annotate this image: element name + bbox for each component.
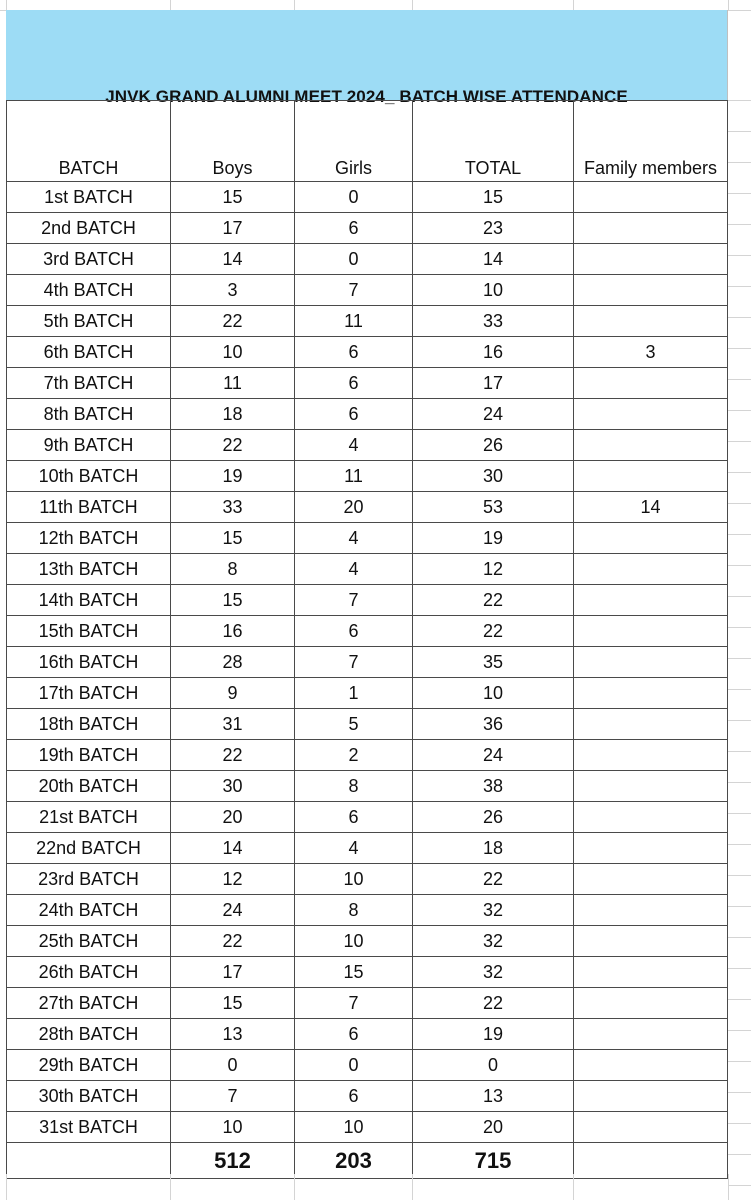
- gridline: [728, 286, 751, 287]
- batch-cell[interactable]: 18th BATCH: [7, 709, 171, 740]
- table-row: [7, 616, 728, 647]
- batch-cell[interactable]: 14th BATCH: [7, 585, 171, 616]
- header-boys[interactable]: Boys: [171, 101, 295, 182]
- gridline: [728, 658, 751, 659]
- family-members-cell[interactable]: [574, 957, 728, 988]
- family-members-cell[interactable]: [574, 461, 728, 492]
- batch-cell[interactable]: 31st BATCH: [7, 1112, 171, 1143]
- title-banner[interactable]: [6, 10, 728, 106]
- gridline: [728, 813, 751, 814]
- header-row: [7, 101, 728, 182]
- family-members-cell[interactable]: [574, 647, 728, 678]
- gridline: [728, 689, 751, 690]
- gridline: [728, 162, 751, 163]
- batch-cell[interactable]: 23rd BATCH: [7, 864, 171, 895]
- gridline: [728, 565, 751, 566]
- total-cell[interactable]: 24: [413, 740, 574, 771]
- total-cell[interactable]: 18: [413, 833, 574, 864]
- girls-cell[interactable]: 8: [295, 895, 413, 926]
- girls-cell[interactable]: 2: [295, 740, 413, 771]
- batch-cell[interactable]: 21st BATCH: [7, 802, 171, 833]
- attendance-table: [6, 100, 728, 1179]
- family-members-cell[interactable]: [574, 1112, 728, 1143]
- total-cell[interactable]: 17: [413, 368, 574, 399]
- boys-cell[interactable]: 22: [171, 306, 295, 337]
- gridline: [728, 1061, 751, 1062]
- table-row: [7, 740, 728, 771]
- boys-cell[interactable]: 13: [171, 1019, 295, 1050]
- family-members-cell[interactable]: [574, 740, 728, 771]
- boys-cell[interactable]: 33: [171, 492, 295, 523]
- batch-cell[interactable]: 17th BATCH: [7, 678, 171, 709]
- total-cell[interactable]: 10: [413, 678, 574, 709]
- table-row: [7, 430, 728, 461]
- family-members-cell[interactable]: [574, 430, 728, 461]
- table-row: [7, 492, 728, 523]
- family-members-cell[interactable]: [574, 399, 728, 430]
- boys-cell[interactable]: 19: [171, 461, 295, 492]
- batch-cell[interactable]: 24th BATCH: [7, 895, 171, 926]
- total-cell[interactable]: 53: [413, 492, 574, 523]
- batch-cell[interactable]: 26th BATCH: [7, 957, 171, 988]
- total-cell[interactable]: 19: [413, 1019, 574, 1050]
- batch-cell[interactable]: 1st BATCH: [7, 182, 171, 213]
- table-row: [7, 1081, 728, 1112]
- table-row: [7, 833, 728, 864]
- sheet-right-gridlines: [728, 0, 751, 1200]
- total-cell[interactable]: 26: [413, 802, 574, 833]
- table-row: [7, 647, 728, 678]
- batch-cell[interactable]: 9th BATCH: [7, 430, 171, 461]
- family-members-cell[interactable]: [574, 368, 728, 399]
- boys-cell[interactable]: 16: [171, 616, 295, 647]
- boys-cell[interactable]: 15: [171, 585, 295, 616]
- table-row: [7, 306, 728, 337]
- family-members-cell[interactable]: [574, 585, 728, 616]
- family-members-cell[interactable]: [574, 213, 728, 244]
- total-cell[interactable]: 16: [413, 337, 574, 368]
- family-members-cell[interactable]: [574, 771, 728, 802]
- family-members-cell[interactable]: [574, 1050, 728, 1081]
- table-row: [7, 864, 728, 895]
- boys-cell[interactable]: 8: [171, 554, 295, 585]
- table-row: [7, 182, 728, 213]
- table-row: [7, 399, 728, 430]
- boys-cell[interactable]: 3: [171, 275, 295, 306]
- gridline: [728, 348, 751, 349]
- sheet-title: JNVK GRAND ALUMNI MEET 2024_ BATCH WISE ATTENDANCE: [105, 87, 628, 106]
- header-family-members[interactable]: Family members: [574, 101, 728, 182]
- batch-cell[interactable]: 12th BATCH: [7, 523, 171, 554]
- batch-cell[interactable]: 29th BATCH: [7, 1050, 171, 1081]
- family-members-cell[interactable]: [574, 554, 728, 585]
- boys-cell[interactable]: 30: [171, 771, 295, 802]
- table-row: [7, 368, 728, 399]
- table-row: [7, 678, 728, 709]
- table-row: [7, 988, 728, 1019]
- batch-cell[interactable]: 27th BATCH: [7, 988, 171, 1019]
- gridline: [728, 1030, 751, 1031]
- sheet-bottom-gridlines: [0, 1174, 751, 1200]
- boys-cell[interactable]: 12: [171, 864, 295, 895]
- total-cell[interactable]: 13: [413, 1081, 574, 1112]
- boys-cell[interactable]: 22: [171, 430, 295, 461]
- gridline: [728, 875, 751, 876]
- table-row: [7, 771, 728, 802]
- total-cell[interactable]: 38: [413, 771, 574, 802]
- family-members-cell[interactable]: [574, 988, 728, 1019]
- table-row: [7, 957, 728, 988]
- batch-cell[interactable]: 30th BATCH: [7, 1081, 171, 1112]
- gridline: [728, 596, 751, 597]
- batch-cell[interactable]: 11th BATCH: [7, 492, 171, 523]
- total-cell[interactable]: 32: [413, 895, 574, 926]
- girls-cell[interactable]: 4: [295, 833, 413, 864]
- total-cell[interactable]: 20: [413, 1112, 574, 1143]
- boys-cell[interactable]: 31: [171, 709, 295, 740]
- boys-cell[interactable]: 15: [171, 988, 295, 1019]
- total-cell[interactable]: 30: [413, 461, 574, 492]
- girls-cell[interactable]: 0: [295, 244, 413, 275]
- girls-cell[interactable]: 6: [295, 213, 413, 244]
- family-members-cell[interactable]: [574, 864, 728, 895]
- total-cell[interactable]: 33: [413, 306, 574, 337]
- family-members-cell[interactable]: [574, 244, 728, 275]
- boys-cell[interactable]: 11: [171, 368, 295, 399]
- girls-cell[interactable]: 6: [295, 337, 413, 368]
- table-row: [7, 554, 728, 585]
- gridline: [728, 410, 751, 411]
- gridline: [728, 100, 751, 101]
- gridline: [728, 906, 751, 907]
- gridline: [728, 1123, 751, 1124]
- gridline: [728, 1092, 751, 1093]
- girls-cell[interactable]: 11: [295, 461, 413, 492]
- batch-cell[interactable]: 2nd BATCH: [7, 213, 171, 244]
- girls-cell[interactable]: 10: [295, 1112, 413, 1143]
- table-row: [7, 1112, 728, 1143]
- total-cell[interactable]: 22: [413, 616, 574, 647]
- gridline: [728, 255, 751, 256]
- girls-cell[interactable]: 0: [295, 1050, 413, 1081]
- boys-cell[interactable]: 22: [171, 740, 295, 771]
- girls-cell[interactable]: 7: [295, 988, 413, 1019]
- boys-cell[interactable]: 14: [171, 833, 295, 864]
- girls-cell[interactable]: 15: [295, 957, 413, 988]
- girls-cell[interactable]: 7: [295, 647, 413, 678]
- table-row: [7, 275, 728, 306]
- header-batch[interactable]: BATCH: [7, 101, 171, 182]
- total-cell[interactable]: 22: [413, 585, 574, 616]
- family-members-cell[interactable]: [574, 833, 728, 864]
- gridline: [728, 1154, 751, 1155]
- batch-cell[interactable]: 20th BATCH: [7, 771, 171, 802]
- boys-cell[interactable]: 17: [171, 957, 295, 988]
- table-row: [7, 1050, 728, 1081]
- batch-cell[interactable]: 8th BATCH: [7, 399, 171, 430]
- boys-cell[interactable]: 28: [171, 647, 295, 678]
- gridline: [728, 968, 751, 969]
- family-members-cell[interactable]: [574, 616, 728, 647]
- boys-cell[interactable]: 22: [171, 926, 295, 957]
- girls-cell[interactable]: 6: [295, 802, 413, 833]
- girls-cell[interactable]: 7: [295, 275, 413, 306]
- family-members-cell[interactable]: [574, 1081, 728, 1112]
- girls-cell[interactable]: 8: [295, 771, 413, 802]
- batch-cell[interactable]: 22nd BATCH: [7, 833, 171, 864]
- boys-cell[interactable]: 18: [171, 399, 295, 430]
- girls-cell[interactable]: 6: [295, 616, 413, 647]
- total-cell[interactable]: 12: [413, 554, 574, 585]
- batch-cell[interactable]: 7th BATCH: [7, 368, 171, 399]
- girls-cell[interactable]: 0: [295, 182, 413, 213]
- batch-cell[interactable]: 28th BATCH: [7, 1019, 171, 1050]
- total-cell[interactable]: 15: [413, 182, 574, 213]
- total-cell[interactable]: 24: [413, 399, 574, 430]
- boys-cell[interactable]: 9: [171, 678, 295, 709]
- girls-cell[interactable]: 6: [295, 399, 413, 430]
- batch-cell[interactable]: 10th BATCH: [7, 461, 171, 492]
- gridline: [728, 720, 751, 721]
- table-row: [7, 337, 728, 368]
- girls-cell[interactable]: 4: [295, 523, 413, 554]
- family-members-cell[interactable]: [574, 1019, 728, 1050]
- table-row: [7, 709, 728, 740]
- total-boys-cell[interactable]: 512: [171, 1143, 295, 1179]
- boys-cell[interactable]: 15: [171, 182, 295, 213]
- header-total[interactable]: TOTAL: [413, 101, 574, 182]
- gridline: [728, 193, 751, 194]
- family-members-cell[interactable]: [574, 802, 728, 833]
- gridline: [728, 224, 751, 225]
- total-cell[interactable]: 14: [413, 244, 574, 275]
- family-members-cell[interactable]: [574, 709, 728, 740]
- batch-cell[interactable]: 3rd BATCH: [7, 244, 171, 275]
- total-cell[interactable]: 35: [413, 647, 574, 678]
- family-members-cell[interactable]: [574, 306, 728, 337]
- gridline: [728, 379, 751, 380]
- girls-cell[interactable]: 5: [295, 709, 413, 740]
- gridline: [728, 317, 751, 318]
- table-row: [7, 1019, 728, 1050]
- total-cell[interactable]: 26: [413, 430, 574, 461]
- batch-cell[interactable]: 15th BATCH: [7, 616, 171, 647]
- girls-cell[interactable]: 4: [295, 554, 413, 585]
- table-row: [7, 244, 728, 275]
- batch-cell[interactable]: 19th BATCH: [7, 740, 171, 771]
- girls-cell[interactable]: 6: [295, 1019, 413, 1050]
- table-row: [7, 802, 728, 833]
- batch-cell[interactable]: 4th BATCH: [7, 275, 171, 306]
- table-row: [7, 461, 728, 492]
- table-row: [7, 585, 728, 616]
- family-members-cell[interactable]: [574, 275, 728, 306]
- total-cell[interactable]: 32: [413, 926, 574, 957]
- girls-cell[interactable]: 11: [295, 306, 413, 337]
- batch-cell[interactable]: 6th BATCH: [7, 337, 171, 368]
- batch-cell[interactable]: 5th BATCH: [7, 306, 171, 337]
- family-members-cell[interactable]: [574, 523, 728, 554]
- boys-cell[interactable]: 15: [171, 523, 295, 554]
- batch-cell[interactable]: 25th BATCH: [7, 926, 171, 957]
- total-cell[interactable]: 22: [413, 864, 574, 895]
- batch-cell[interactable]: 13th BATCH: [7, 554, 171, 585]
- batch-cell[interactable]: 16th BATCH: [7, 647, 171, 678]
- girls-cell[interactable]: 10: [295, 864, 413, 895]
- boys-cell[interactable]: 14: [171, 244, 295, 275]
- gridline: [728, 472, 751, 473]
- gridline: [728, 627, 751, 628]
- total-cell[interactable]: 19: [413, 523, 574, 554]
- gridline: [728, 937, 751, 938]
- girls-cell[interactable]: 6: [295, 368, 413, 399]
- family-members-cell[interactable]: 14: [574, 492, 728, 523]
- gridline: [728, 131, 751, 132]
- total-cell[interactable]: 0: [413, 1050, 574, 1081]
- boys-cell[interactable]: 7: [171, 1081, 295, 1112]
- boys-cell[interactable]: 17: [171, 213, 295, 244]
- family-members-cell[interactable]: 3: [574, 337, 728, 368]
- gridline: [728, 534, 751, 535]
- family-members-cell[interactable]: [574, 678, 728, 709]
- girls-cell[interactable]: 10: [295, 926, 413, 957]
- boys-cell[interactable]: 20: [171, 802, 295, 833]
- total-cell[interactable]: 32: [413, 957, 574, 988]
- family-members-cell[interactable]: [574, 182, 728, 213]
- gridline: [728, 782, 751, 783]
- table-row: [7, 523, 728, 554]
- boys-cell[interactable]: 24: [171, 895, 295, 926]
- boys-cell[interactable]: 10: [171, 337, 295, 368]
- table-row: [7, 213, 728, 244]
- gridline: [728, 844, 751, 845]
- girls-cell[interactable]: 7: [295, 585, 413, 616]
- total-girls-cell[interactable]: 203: [295, 1143, 413, 1179]
- header-girls[interactable]: Girls: [295, 101, 413, 182]
- total-cell[interactable]: 10: [413, 275, 574, 306]
- family-members-cell[interactable]: [574, 895, 728, 926]
- girls-cell[interactable]: 20: [295, 492, 413, 523]
- girls-cell[interactable]: 1: [295, 678, 413, 709]
- girls-cell[interactable]: 4: [295, 430, 413, 461]
- girls-cell[interactable]: 6: [295, 1081, 413, 1112]
- table-row: [7, 926, 728, 957]
- gridline: [728, 751, 751, 752]
- table-row: [7, 895, 728, 926]
- total-cell[interactable]: 22: [413, 988, 574, 1019]
- gridline: [728, 441, 751, 442]
- total-cell[interactable]: 23: [413, 213, 574, 244]
- total-cell[interactable]: 36: [413, 709, 574, 740]
- family-members-cell[interactable]: [574, 926, 728, 957]
- boys-cell[interactable]: 10: [171, 1112, 295, 1143]
- gridline: [728, 503, 751, 504]
- total-total-cell[interactable]: 715: [413, 1143, 574, 1179]
- boys-cell[interactable]: 0: [171, 1050, 295, 1081]
- gridline: [728, 999, 751, 1000]
